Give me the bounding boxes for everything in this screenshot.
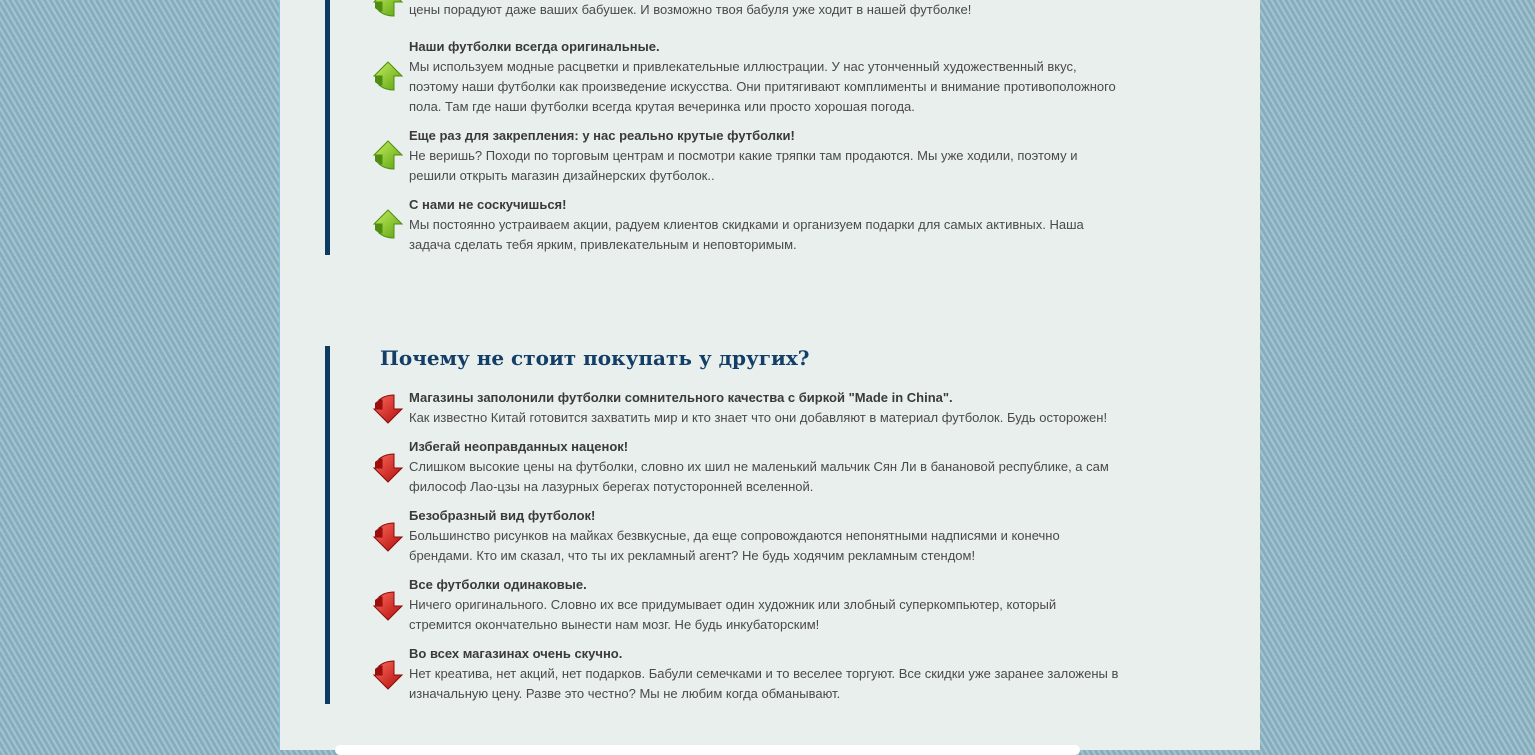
red-down-arrow-icon [371,657,405,691]
green-up-arrow-icon [371,139,405,173]
list-item-text: Ничего оригинального. Словно их все придумывает один художник или злобный суперкомпьютер, который стремится окончательно вынести нам мозг. Не будь инкубаторским! [409,597,1057,632]
list-item-title: Во всех магазинах очень скучно. [409,646,623,661]
red-down-arrow-icon [371,450,405,484]
disadvantages-section [325,346,1130,704]
advantages-section [325,0,1130,255]
list-item-title: Наши футболки всегда оригинальные. [409,39,660,54]
list-item-text: Большинство рисунков на майках безвкусные, да еще сопровождаются непонятными надписями и конечно брендами. Кто им сказал, что ты их рекламный агент? Не будь ходячим рекламным стендом! [409,528,1060,563]
list-item-text: Нет креатива, нет акций, нет подарков. Бабули семечками и то веселее торгуют. Все скидки уже заранее заложены в изначальную цену. Разве это честно? Мы не любим когда обманывают. [409,666,1119,701]
list-item-title: Магазины заполонили футболки сомнительного качества с биркой "Made in China". [409,390,953,405]
list-item-title: Безобразный вид футболок! [409,508,596,523]
list-item-text: Не веришь? Походи по торговым центрам и посмотри какие тряпки там продаются. Мы уже ходили, поэтому и решили открыть магазин дизайнерских футболок.. [409,148,1078,183]
section-heading: Почему не стоит покупать у других? [380,346,810,370]
list-item-text: Мы постоянно устраиваем акции, радуем клиентов скидками и организуем подарки для самых активных. Наша задача сделать тебя ярким, привлекательным и неповторимым. [409,217,1084,252]
list-item-title: Избегай неоправданных наценок! [409,439,629,454]
list-item-text: цены порадуют даже ваших бабушек. И возможно твоя бабуля уже ходит в нашей футболке! [409,2,972,17]
green-up-arrow-icon [371,60,405,94]
red-down-arrow-icon [371,588,405,622]
green-up-arrow-icon [371,208,405,242]
list-item-title: С нами не соскучишься! [409,197,567,212]
list-item-text: Слишком высокие цены на футболки, словно их шил не маленький мальчик Сян Ли в банановой республике, а сам философ Лао-цзы на лазурных берегах потусторонней вселенной. [409,459,1109,494]
green-up-arrow-icon [371,0,405,20]
list-item-text: Мы используем модные расцветки и привлекательные иллюстрации. У нас утонченный художественный вкус, поэтому наши футболки как произведение искусства. Они притягивают комплименты и внимание противоположного пола. Там где наши футболки всегда крутая вечеринка или просто хорошая погода. [409,59,1116,114]
footer-panel-edge [335,745,1080,755]
list-item-title: Еще раз для закрепления: у нас реально крутые футболки! [409,128,795,143]
list-item-text: Как известно Китай готовится захватить мир и кто знает что они добавляют в материал футболок. Будь осторожен! [409,410,1108,425]
list-item-title: Все футболки одинаковые. [409,577,587,592]
red-down-arrow-icon [371,391,405,425]
content-panel [279,0,1260,750]
red-down-arrow-icon [371,519,405,553]
